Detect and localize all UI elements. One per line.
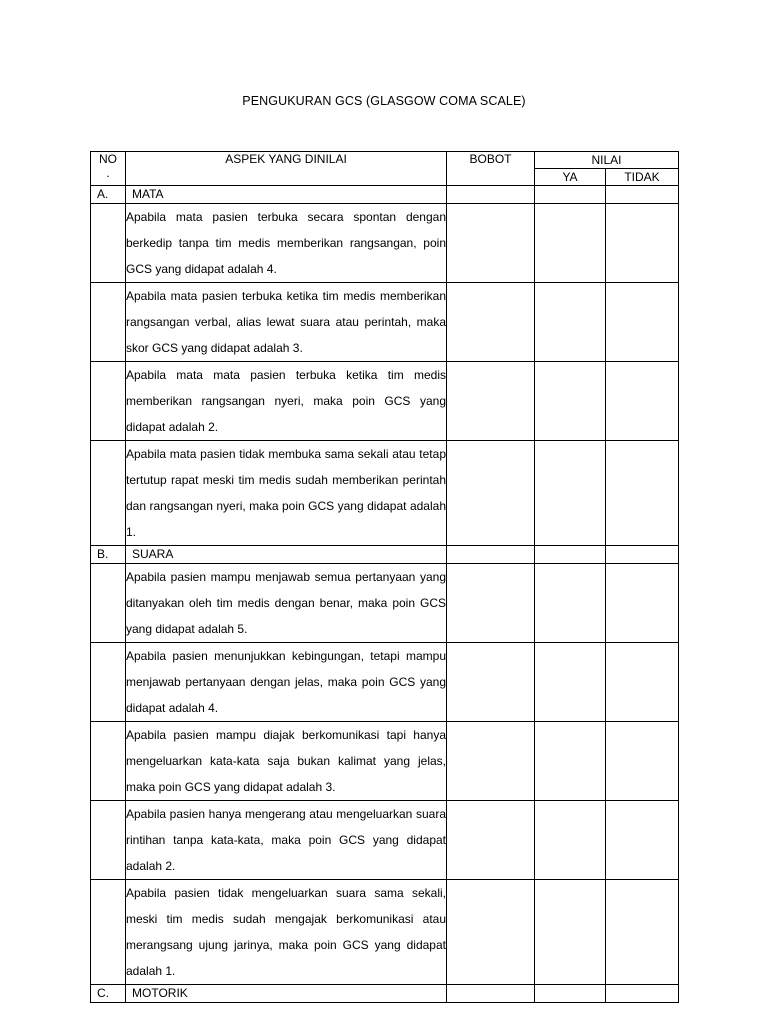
- ya-cell[interactable]: [535, 801, 606, 880]
- aspek-text: Apabila pasien mampu menjawab semua pertanyaan yang ditanyakan oleh tim medis dengan benar, maka poin GCS yang didapat adalah 5.: [126, 564, 447, 643]
- bobot-cell[interactable]: [447, 186, 535, 204]
- aspek-text: Apabila pasien mampu diajak berkomunikasi tapi hanya mengeluarkan kata-kata saja bukan kalimat yang jelas, maka poin GCS yang didapat adalah 3.: [126, 722, 447, 801]
- row-number-cell: [91, 643, 126, 722]
- row-number-cell: [91, 801, 126, 880]
- bobot-cell[interactable]: [447, 722, 535, 801]
- header-ya: YA: [535, 169, 606, 186]
- bobot-cell[interactable]: [447, 643, 535, 722]
- section-number: A.: [91, 186, 126, 204]
- aspek-text: Apabila mata pasien terbuka ketika tim medis memberikan rangsangan verbal, alias lewat suara atau perintah, maka skor GCS yang didapat adalah 3.: [126, 283, 447, 362]
- ya-cell[interactable]: [535, 204, 606, 283]
- table-row: [91, 283, 679, 362]
- section-label: MATA: [126, 186, 447, 204]
- tidak-cell[interactable]: [606, 204, 679, 283]
- aspek-text: Apabila mata pasien terbuka secara spontan dengan berkedip tanpa tim medis memberikan rangsangan, poin GCS yang didapat adalah 4.: [126, 204, 447, 283]
- table-row: [91, 643, 679, 722]
- header-no-label: NO: [99, 152, 117, 166]
- ya-cell[interactable]: [535, 564, 606, 643]
- table-row: [91, 441, 679, 546]
- ya-cell[interactable]: [535, 283, 606, 362]
- gcs-table: [90, 151, 679, 1003]
- section-number: C.: [91, 985, 126, 1003]
- tidak-cell[interactable]: [606, 801, 679, 880]
- section-number: B.: [91, 546, 126, 564]
- ya-cell[interactable]: [535, 362, 606, 441]
- tidak-cell[interactable]: [606, 564, 679, 643]
- section-label: MOTORIK: [126, 985, 447, 1003]
- aspek-text: Apabila pasien tidak mengeluarkan suara sama sekali, meski tim medis sudah mengajak berkomunikasi atau merangsang ujung jarinya, maka poin GCS yang didapat adalah 1.: [126, 880, 447, 985]
- section-label: SUARA: [126, 546, 447, 564]
- tidak-cell[interactable]: [606, 546, 679, 564]
- header-nilai: NILAI: [535, 152, 679, 169]
- header-no: [91, 152, 126, 186]
- aspek-text: Apabila pasien menunjukkan kebingungan, tetapi mampu menjawab pertanyaan dengan jelas, maka poin GCS yang didapat adalah 4.: [126, 643, 447, 722]
- row-number-cell: [91, 204, 126, 283]
- header-bobot: BOBOT: [447, 152, 535, 186]
- table-row: [91, 564, 679, 643]
- table-row: [91, 722, 679, 801]
- tidak-cell[interactable]: [606, 186, 679, 204]
- ya-cell[interactable]: [535, 546, 606, 564]
- tidak-cell[interactable]: [606, 362, 679, 441]
- tidak-cell[interactable]: [606, 985, 679, 1003]
- table-row: [91, 801, 679, 880]
- section-row: [91, 546, 679, 564]
- bobot-cell[interactable]: [447, 204, 535, 283]
- ya-cell[interactable]: [535, 186, 606, 204]
- bobot-cell[interactable]: [447, 985, 535, 1003]
- ya-cell[interactable]: [535, 722, 606, 801]
- section-row: [91, 186, 679, 204]
- row-number-cell: [91, 283, 126, 362]
- tidak-cell[interactable]: [606, 722, 679, 801]
- ya-cell[interactable]: [535, 985, 606, 1003]
- aspek-text: Apabila mata pasien tidak membuka sama sekali atau tetap tertutup rapat meski tim medis sudah memberikan perintah dan rangsangan nyeri, maka poin GCS yang didapat adalah 1.: [126, 441, 447, 546]
- tidak-cell[interactable]: [606, 880, 679, 985]
- aspek-text: Apabila pasien hanya mengerang atau mengeluarkan suara rintihan tanpa kata-kata, maka poin GCS yang didapat adalah 2.: [126, 801, 447, 880]
- ya-cell[interactable]: [535, 643, 606, 722]
- ya-cell[interactable]: [535, 880, 606, 985]
- bobot-cell[interactable]: [447, 880, 535, 985]
- header-no-dot: .: [106, 166, 110, 180]
- page-title: PENGUKURAN GCS (GLASGOW COMA SCALE): [242, 94, 526, 108]
- bobot-cell[interactable]: [447, 546, 535, 564]
- aspek-text: Apabila mata mata pasien terbuka ketika tim medis memberikan rangsangan nyeri, maka poin GCS yang didapat adalah 2.: [126, 362, 447, 441]
- table-body: [91, 186, 679, 1003]
- section-row: [91, 985, 679, 1003]
- row-number-cell: [91, 722, 126, 801]
- bobot-cell[interactable]: [447, 441, 535, 546]
- bobot-cell[interactable]: [447, 564, 535, 643]
- row-number-cell: [91, 362, 126, 441]
- bobot-cell[interactable]: [447, 362, 535, 441]
- bobot-cell[interactable]: [447, 801, 535, 880]
- tidak-cell[interactable]: [606, 643, 679, 722]
- header-aspek: ASPEK YANG DINILAI: [126, 152, 447, 186]
- header-tidak: TIDAK: [606, 169, 679, 186]
- tidak-cell[interactable]: [606, 441, 679, 546]
- row-number-cell: [91, 880, 126, 985]
- table-row: [91, 880, 679, 985]
- row-number-cell: [91, 441, 126, 546]
- row-number-cell: [91, 564, 126, 643]
- bobot-cell[interactable]: [447, 283, 535, 362]
- tidak-cell[interactable]: [606, 283, 679, 362]
- table-row: [91, 362, 679, 441]
- ya-cell[interactable]: [535, 441, 606, 546]
- table-row: [91, 204, 679, 283]
